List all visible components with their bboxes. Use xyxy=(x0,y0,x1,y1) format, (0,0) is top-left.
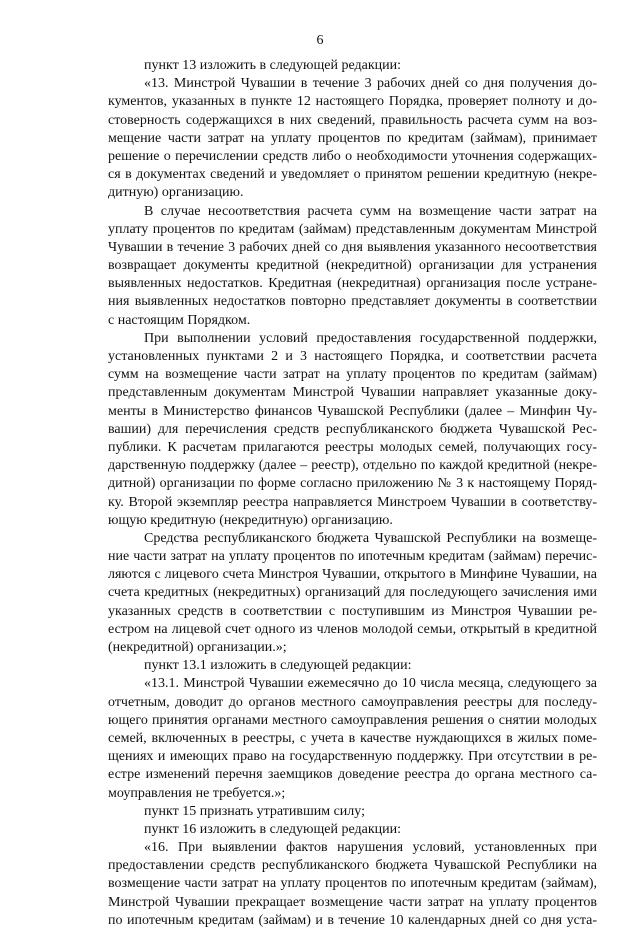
document-body xyxy=(108,57,597,930)
text-line: мещение части затрат на уплату процентов по кредитам (займам), принимает xyxy=(108,130,597,146)
text-line: «16. При выявлении фактов нарушения условий, установленных при xyxy=(144,840,597,856)
text-line: В случае несоответствия расчета сумм на возмещение части затрат на xyxy=(144,203,597,219)
text-line: дитной) организации по форме согласно приложению № 3 к настоящему Поряд- xyxy=(108,476,597,492)
text-line: ся в документах сведений и уведомляет о принятом решении кредитную (некре- xyxy=(108,167,597,183)
text-line: ку. Второй экземпляр реестра направляется Минстроем Чувашии в соответству- xyxy=(108,494,597,510)
text-line: пункт 16 изложить в следующей редакции: xyxy=(144,821,401,837)
text-line: указанных средств в соответствии с поступившим из Минстроя Чувашии ре- xyxy=(108,603,597,619)
text-line: дитную) организацию. xyxy=(108,185,244,201)
text-line: публики. К расчетам прилагаются реестры молодых семей, получающих госу- xyxy=(108,439,597,455)
text-line: (некредитной) организации.»; xyxy=(108,640,287,655)
text-line: ющую кредитную (некредитную) организацию. xyxy=(108,512,393,528)
text-line: дарственную поддержку (далее – реестр), отдельно по каждой кредитной (некре- xyxy=(108,458,597,474)
text-line: естром на лицевой счет одного из членов молодой семьи, открытый в кредитной xyxy=(108,621,597,637)
text-line: возмещение части затрат на уплату процентов по ипотечным кредитам (займам), xyxy=(108,876,597,892)
text-line: по ипотечным кредитам (займам) и в течение 10 календарных дней со дня уста- xyxy=(108,912,597,928)
text-line: установленных пунктами 2 и 3 настоящего Порядка, и соответствии расчета xyxy=(108,349,597,364)
text-line: счета кредитных (некредитных) организаций для последующего зачисления ими xyxy=(108,585,597,601)
text-line: уплату процентов по кредитам (займам) представленным документам Минстрой xyxy=(108,221,597,237)
text-line: выявленных недостатков. Кредитная (некредитная) организация после устране- xyxy=(108,276,597,292)
text-line: пункт 15 признать утратившим силу; xyxy=(144,803,365,819)
text-line: стоверность содержащихся в них сведений, правильность расчета сумм на воз- xyxy=(108,112,597,128)
text-line: «13. Минстрой Чувашии в течение 3 рабочих дней со дня получения до- xyxy=(144,76,597,92)
text-line: Минстрой Чувашии прекращает возмещение части затрат на уплату процентов xyxy=(108,894,597,910)
text-line: пункт 13.1 изложить в следующей редакции: xyxy=(144,658,412,674)
text-line: семей, включенных в реестры, с учета в качестве нуждающихся в жилых поме- xyxy=(108,730,597,746)
text-line: Чувашии в течение 3 рабочих дней со дня выявления указанного несоответствия xyxy=(108,239,597,255)
text-line: ляются с лицевого счета Минстроя Чувашии, открытого в Минфине Чувашии, на xyxy=(108,567,597,583)
text-line: моуправления не требуется.»; xyxy=(108,785,286,801)
text-line: вашии) для перечисления средств республиканского бюджета Чувашской Рес- xyxy=(108,421,597,437)
text-line: естре изменений перечня заемщиков доведение реестра до органа местного са- xyxy=(108,767,597,783)
text-line: сумм на возмещение части затрат на уплату процентов по кредитам (займам) xyxy=(108,367,597,383)
text-line: Средства республиканского бюджета Чувашской Республики на возмеще- xyxy=(144,530,597,546)
text-line: кументов, указанных в пункте 12 настоящего Порядка, проверяет полноту и до- xyxy=(108,94,597,110)
text-line: представленным документам Минстрой Чувашии направляет указанные доку- xyxy=(108,385,597,401)
page-number: 6 xyxy=(316,33,324,48)
text-line: щениях и имеющих право на государственную поддержку. При отсутствии в ре- xyxy=(108,749,597,765)
text-line: решение о перечислении средств либо о необходимости уточнения содержащих- xyxy=(108,148,597,164)
text-line: предоставлении средств республиканского бюджета Чувашской Республики на xyxy=(108,858,597,874)
text-line: ния выявленных недостатков повторно представляет документы в соответствии xyxy=(108,294,597,310)
text-line: ние части затрат на уплату процентов по ипотечным кредитам (займам) перечис- xyxy=(108,549,597,565)
text-line: При выполнении условий предоставления государственной поддержки, xyxy=(144,330,597,346)
text-line: «13.1. Минстрой Чувашии ежемесячно до 10 числа месяца, следующего за xyxy=(144,676,597,692)
text-line: с настоящим Порядком. xyxy=(108,312,251,328)
text-line: ющего принятия органами местного самоуправления решения о снятии молодых xyxy=(108,712,597,728)
text-line: возвращает документы кредитной (некредитной) организации для устранения xyxy=(108,258,597,274)
text-line: отчетным, доводит до органов местного самоуправления реестры для последу- xyxy=(108,694,597,710)
text-line: менты в Министерство финансов Чувашской Республики (далее – Минфин Чу- xyxy=(108,403,597,419)
text-line: пункт 13 изложить в следующей редакции: xyxy=(144,58,401,73)
